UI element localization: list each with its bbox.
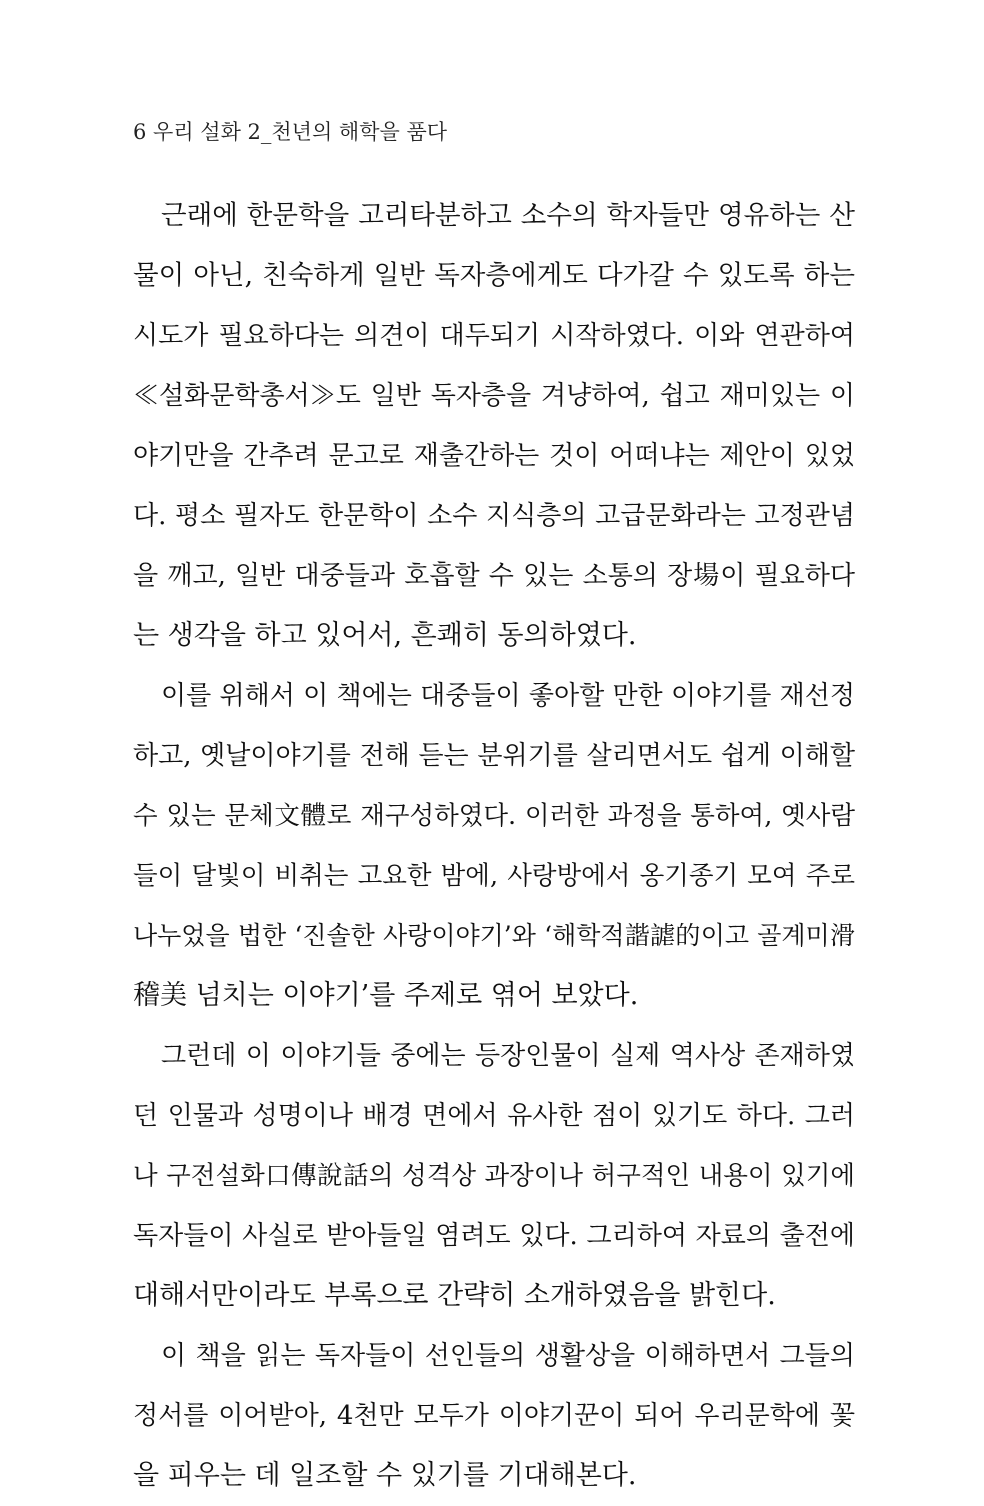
text-line: 는 생각을 하고 있어서, 흔쾌히 동의하였다. (133, 620, 637, 651)
text-line: 을 깨고, 일반 대중들과 호흡할 수 있는 소통의 장場이 필요하다 (133, 561, 855, 591)
text-line: 나누었을 법한 ‘진솔한 사랑이야기’와 ‘해학적諧謔的이고 골계미滑 (133, 921, 855, 950)
text-line: 이 책을 읽는 독자들이 선인들의 생활상을 이해하면서 그들의 (161, 1341, 855, 1371)
paragraph-4 (133, 1326, 855, 1506)
text-line: 을 피우는 데 일조할 수 있기를 기대해본다. (133, 1460, 637, 1491)
paragraph-3 (133, 1026, 855, 1326)
text-line: 근래에 한문학을 고리타분하고 소수의 학자들만 영유하는 산 (161, 200, 855, 231)
text-line: 야기만을 간추려 문고로 재출간하는 것이 어떠냐는 제안이 있었 (133, 441, 855, 471)
text-line: ≪설화문학총서≫도 일반 독자층을 겨냥하여, 쉽고 재미있는 이 (133, 381, 855, 411)
text-line: 독자들이 사실로 받아들일 염려도 있다. 그리하여 자료의 출전에 (133, 1221, 855, 1251)
text-line: 그런데 이 이야기들 중에는 등장인물이 실제 역사상 존재하였 (161, 1041, 855, 1071)
text-line: 수 있는 문체文體로 재구성하였다. 이러한 과정을 통하여, 옛사람 (133, 801, 855, 831)
text-line: 이를 위해서 이 책에는 대중들이 좋아할 만한 이야기를 재선정 (161, 681, 856, 711)
text-line: 시도가 필요하다는 의견이 대두되기 시작하였다. 이와 연관하여 (133, 321, 855, 351)
paragraph-1 (133, 186, 855, 666)
body-text (133, 186, 855, 1506)
running-header: 6 우리 설화 2_천년의 해학을 품다 (133, 120, 448, 144)
text-line: 들이 달빛이 비취는 고요한 밤에, 사랑방에서 옹기종기 모여 주로 (133, 861, 855, 891)
text-line: 던 인물과 성명이나 배경 면에서 유사한 점이 있기도 하다. 그러 (133, 1101, 855, 1131)
paragraph-2 (133, 666, 855, 1026)
text-line: 정서를 이어받아, 4천만 모두가 이야기꾼이 되어 우리문학에 꽃 (133, 1401, 855, 1431)
text-line: 稽美 넘치는 이야기’를 주제로 엮어 보았다. (133, 980, 639, 1011)
text-line: 다. 평소 필자도 한문학이 소수 지식층의 고급문화라는 고정관념 (133, 501, 855, 531)
text-line: 대해서만이라도 부록으로 간략히 소개하였음을 밝힌다. (133, 1280, 776, 1311)
text-line: 물이 아닌, 친숙하게 일반 독자층에게도 다가갈 수 있도록 하는 (133, 260, 855, 291)
text-line: 하고, 옛날이야기를 전해 듣는 분위기를 살리면서도 쉽게 이해할 (133, 741, 855, 771)
text-line: 나 구전설화口傳說話의 성격상 과장이나 허구적인 내용이 있기에 (133, 1161, 855, 1191)
